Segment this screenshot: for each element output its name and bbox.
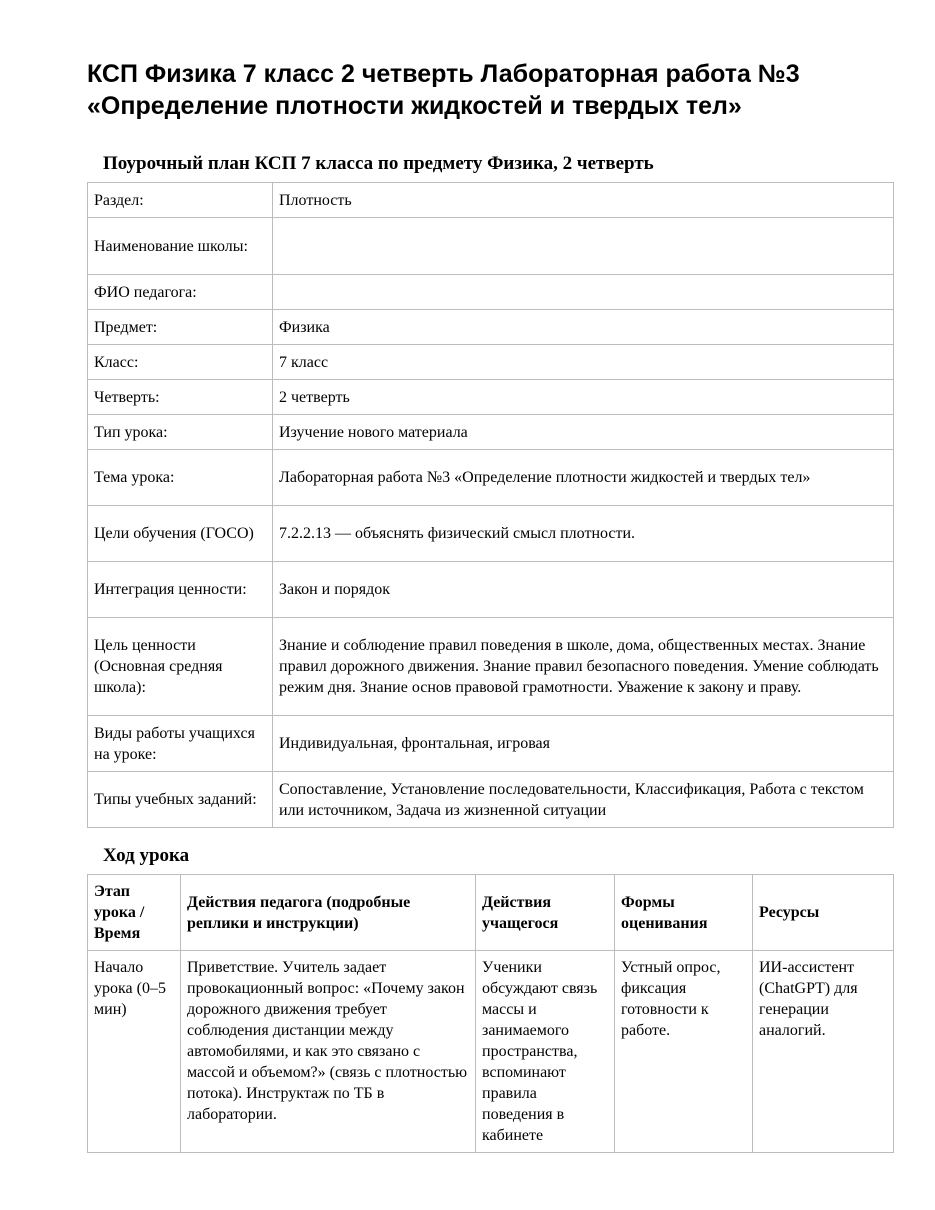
document-page (87, 58, 893, 1153)
row-value (273, 275, 894, 310)
row-label: Раздел: (88, 183, 273, 218)
table-row (88, 772, 894, 828)
row-label: Интеграция ценности: (88, 562, 273, 618)
row-value: Сопоставление, Установление последовательности, Классификация, Работа с текстом или источником, Задача из жизненной ситуации (273, 772, 894, 828)
cell-assessment: Устный опрос, фиксация готовности к работе. (615, 951, 753, 1153)
row-value (273, 218, 894, 275)
column-header-student: Действия учащегося (476, 875, 615, 951)
cell-teacher: Приветствие. Учитель задает провокационный вопрос: «Почему закон дорожного движения требует соблюдения дистанции между автомобилями, и как это связано с массой и объемом?» (связь с плотностью потока). Инструктаж по ТБ в лаборатории. (181, 951, 476, 1153)
table-row (88, 506, 894, 562)
row-value: Лабораторная работа №3 «Определение плотности жидкостей и твердых тел» (273, 450, 894, 506)
row-value: Закон и порядок (273, 562, 894, 618)
plan-table (87, 182, 894, 828)
table-row (88, 450, 894, 506)
row-label: Класс: (88, 345, 273, 380)
column-header-stage: Этап урока / Время (88, 875, 181, 951)
row-label: Виды работы учащихся на уроке: (88, 716, 273, 772)
row-value: 2 четверть (273, 380, 894, 415)
cell-resources: ИИ-ассистент (ChatGPT) для генерации аналогий. (753, 951, 894, 1153)
column-header-assessment: Формы оценивания (615, 875, 753, 951)
row-value: Изучение нового материала (273, 415, 894, 450)
cell-stage: Начало урока (0–5 мин) (88, 951, 181, 1153)
table-row (88, 618, 894, 716)
row-value: 7.2.2.13 — объяснять физический смысл плотности. (273, 506, 894, 562)
table-row (88, 345, 894, 380)
row-label: ФИО педагога: (88, 275, 273, 310)
table-row (88, 380, 894, 415)
table-row (88, 951, 894, 1153)
row-label: Наименование школы: (88, 218, 273, 275)
row-label: Предмет: (88, 310, 273, 345)
lesson-heading: Ход урока (103, 845, 190, 866)
row-value: Плотность (273, 183, 894, 218)
table-header-row (88, 875, 894, 951)
cell-student: Ученики обсуждают связь массы и занимаемого пространства, вспоминают правила поведения в кабинете (476, 951, 615, 1153)
table-row (88, 562, 894, 618)
row-label: Четверть: (88, 380, 273, 415)
table-row (88, 218, 894, 275)
row-value: 7 класс (273, 345, 894, 380)
row-value: Физика (273, 310, 894, 345)
table-row (88, 183, 894, 218)
plan-heading: Поурочный план КСП 7 класса по предмету Физика, 2 четверть (103, 153, 654, 174)
row-label: Тема урока: (88, 450, 273, 506)
row-value: Индивидуальная, фронтальная, игровая (273, 716, 894, 772)
row-label: Цель ценности (Основная средняя школа): (88, 618, 273, 716)
column-header-resources: Ресурсы (753, 875, 894, 951)
row-label: Цели обучения (ГОСО) (88, 506, 273, 562)
lesson-table (87, 874, 894, 1153)
table-row (88, 310, 894, 345)
row-label: Тип урока: (88, 415, 273, 450)
row-label: Типы учебных заданий: (88, 772, 273, 828)
table-row (88, 415, 894, 450)
table-row (88, 716, 894, 772)
document-title: КСП Физика 7 класс 2 четверть Лабораторная работа №3 «Определение плотности жидкостей и твердых тел» (87, 60, 800, 120)
row-value: Знание и соблюдение правил поведения в школе, дома, общественных местах. Знание правил дорожного движения. Знание правил безопасного поведения. Умение соблюдать режим дня. Знание основ правовой грамотности. Уважение к закону и праву. (273, 618, 894, 716)
column-header-teacher: Действия педагога (подробные реплики и инструкции) (181, 875, 476, 951)
table-row (88, 275, 894, 310)
